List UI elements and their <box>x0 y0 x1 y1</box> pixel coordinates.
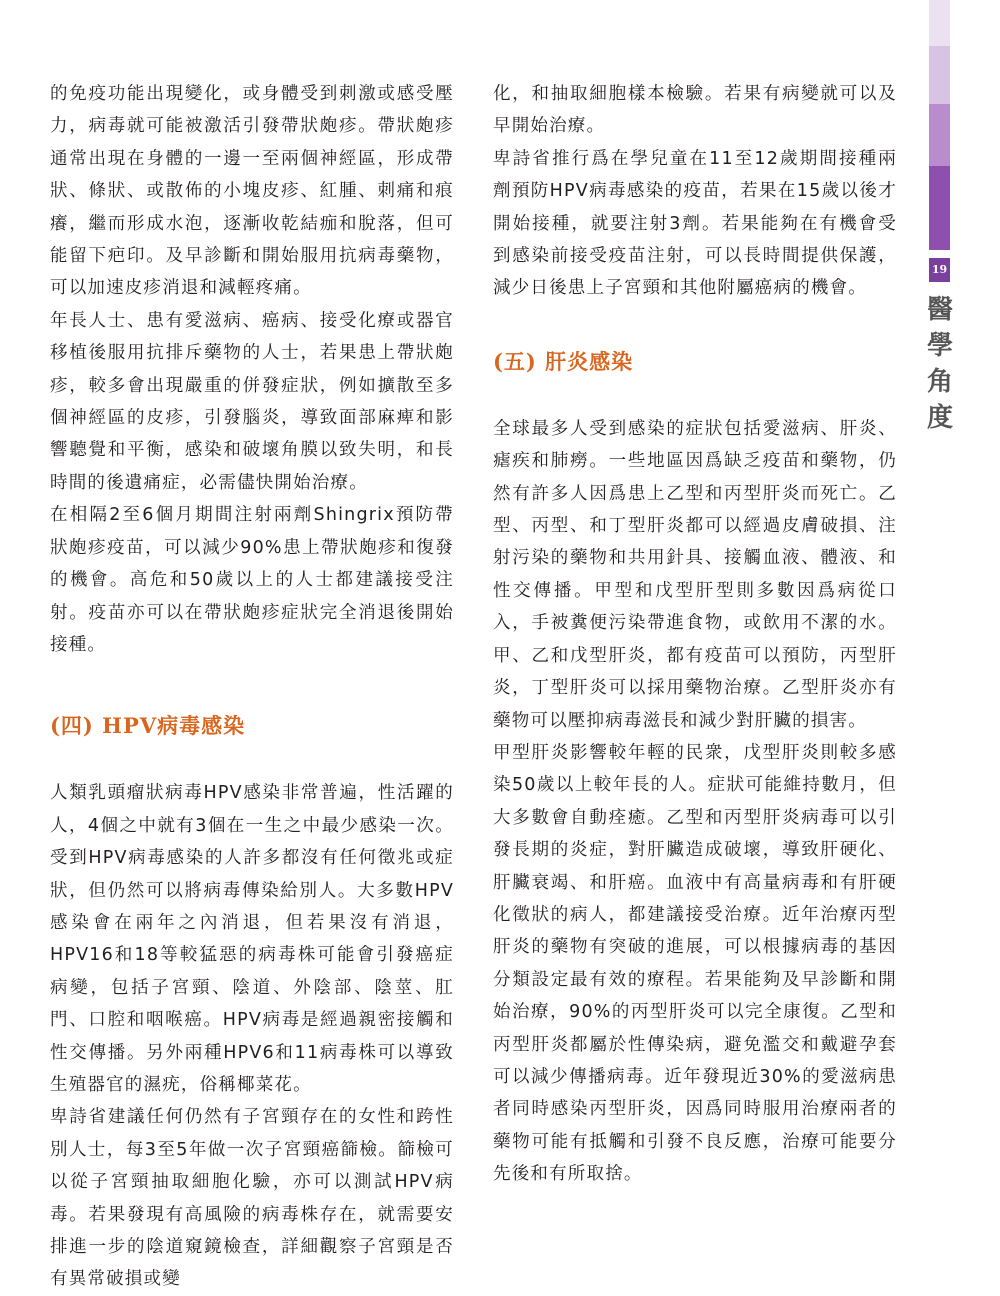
section-heading-hpv: (四) HPV病毒感染 <box>50 713 246 739</box>
right-section-paragraph-2: 甲型肝炎影響較年輕的民衆，戊型肝炎則較多感染50歲以上較年長的人。症狀可能維持數月，但大多數會自動痊癒。乙型和丙型肝炎病毒可以引發長期的炎症，對肝臟造成破壞，導致肝硬化、肝臟衰竭、和肝癌。血液中有高量病毒和有肝硬化徵狀的病人，都建議接受治療。近年治療丙型肝炎的藥物有突破的進展，可以根據病毒的基因分類設定最有效的療程。若果能夠及早診斷和開始治療，90%的丙型肝炎可以完全康復。乙型和丙型肝炎都屬於性傳染病，避免濫交和戴避孕套可以減少傳播病毒。近年發現近30%的愛滋病患者同時感染丙型肝炎，因爲同時服用治療兩者的藥物可能有抵觸和引發不良反應，治療可能要分先後和有所取捨。 <box>493 742 897 1185</box>
left-section-paragraph-1: 人類乳頭瘤狀病毒HPV感染非常普遍，性活躍的人，4個之中就有3個在一生之中最少感染一次。受到HPV病毒感染的人許多都沒有任何徵兆或症狀，但仍然可以將病毒傳染給別人。大多數HPV感染會在兩年之內消退，但若果沒有消退，HPV16和18等較猛惡的病毒株可能會引發癌症病變，包括子宮頸、陰道、外陰部、陰莖、肛門、口腔和咽喉癌。HPV病毒是經過親密接觸和性交傳播。另外兩種HPV6和11病毒株可以導致生殖器官的濕疣，俗稱椰菜花。 <box>50 783 454 1095</box>
left-paragraph-1: 的免疫功能出現變化，或身體受到刺激或感受壓力，病毒就可能被激活引發帶狀皰疹。帶狀皰疹通常出現在身體的一邊一至兩個神經區，形成帶狀、條狀、或散佈的小塊皮疹、紅腫、刺痛和痕癢，繼而形成水泡，逐漸收乾結痂和脫落，但可能留下疤印。及早診斷和開始服用抗病毒藥物，可以加速皮疹消退和減輕疼痛。 <box>50 84 454 299</box>
side-bar-segment-dark <box>929 166 950 250</box>
right-column <box>493 78 897 1191</box>
right-paragraph-1: 化，和抽取細胞樣本檢驗。若果有病變就可以及早開始治療。 <box>493 84 897 137</box>
left-column <box>50 78 454 1296</box>
section-side-title: 醫學角度 <box>926 295 953 433</box>
left-section-paragraph-2: 卑詩省建議任何仍然有子宮頸存在的女性和跨性別人士，每3至5年做一次子宮頸癌篩檢。篩檢可以從子宮頸抽取細胞化驗，亦可以測試HPV病毒。若果發現有高風險的病毒株存在，就需要安排進一步的陰道窺鏡檢查，詳細觀察子宮頸是否有異常破損或變 <box>50 1107 454 1290</box>
right-paragraph-2: 卑詩省推行爲在學兒童在11至12歲期間接種兩劑預防HPV病毒感染的疫苗，若果在15歲以後才開始接種，就要注射3劑。若果能夠在有機會受到感染前接受疫苗注射，可以長時間提供保護，減少日後患上子宮頸和其他附屬癌病的機會。 <box>493 148 897 299</box>
right-section-paragraph-1: 全球最多人受到感染的症狀包括愛滋病、肝炎、瘧疾和肺癆。一些地區因爲缺乏疫苗和藥物，仍然有許多人因爲患上乙型和丙型肝炎而死亡。乙型、丙型、和丁型肝炎都可以經過皮膚破損、注射污染的藥物和共用針具、接觸血液、體液、和性交傳播。甲型和戊型肝型則多數因爲病從口入，手被糞便污染帶進食物，或飲用不潔的水。甲、乙和戊型肝炎，都有疫苗可以預防，丙型肝炎，丁型肝炎可以採用藥物治療。乙型肝炎亦有藥物可以壓抑病毒滋長和減少對肝臟的損害。 <box>493 418 897 731</box>
side-bar-segment-light <box>929 46 950 104</box>
left-paragraph-2: 年長人士、患有愛滋病、癌病、接受化療或器官移植後服用抗排斥藥物的人士，若果患上帶狀皰疹，較多會出現嚴重的併發症狀，例如擴散至多個神經區的皮疹，引發腦炎，導致面部麻痺和影響聽覺和平衡，感染和破壞角膜以致失明，和長時間的後遺痛症，必需儘快開始治療。 <box>50 310 454 493</box>
section-heading-hepatitis: (五) 肝炎感染 <box>493 348 634 374</box>
side-color-bar <box>929 0 950 1275</box>
side-bar-segment-medium <box>929 104 950 166</box>
page-number: 19 <box>929 258 950 282</box>
left-paragraph-3: 在相隔2至6個月期間注射兩劑Shingrix預防帶狀皰疹疫苗，可以減少90%患上帶狀皰疹和復發的機會。高危和50歲以上的人士都建議接受注射。疫苗亦可以在帶狀皰疹症狀完全消退後開始接種。 <box>50 505 454 655</box>
side-bar-segment-lightest <box>929 0 950 46</box>
